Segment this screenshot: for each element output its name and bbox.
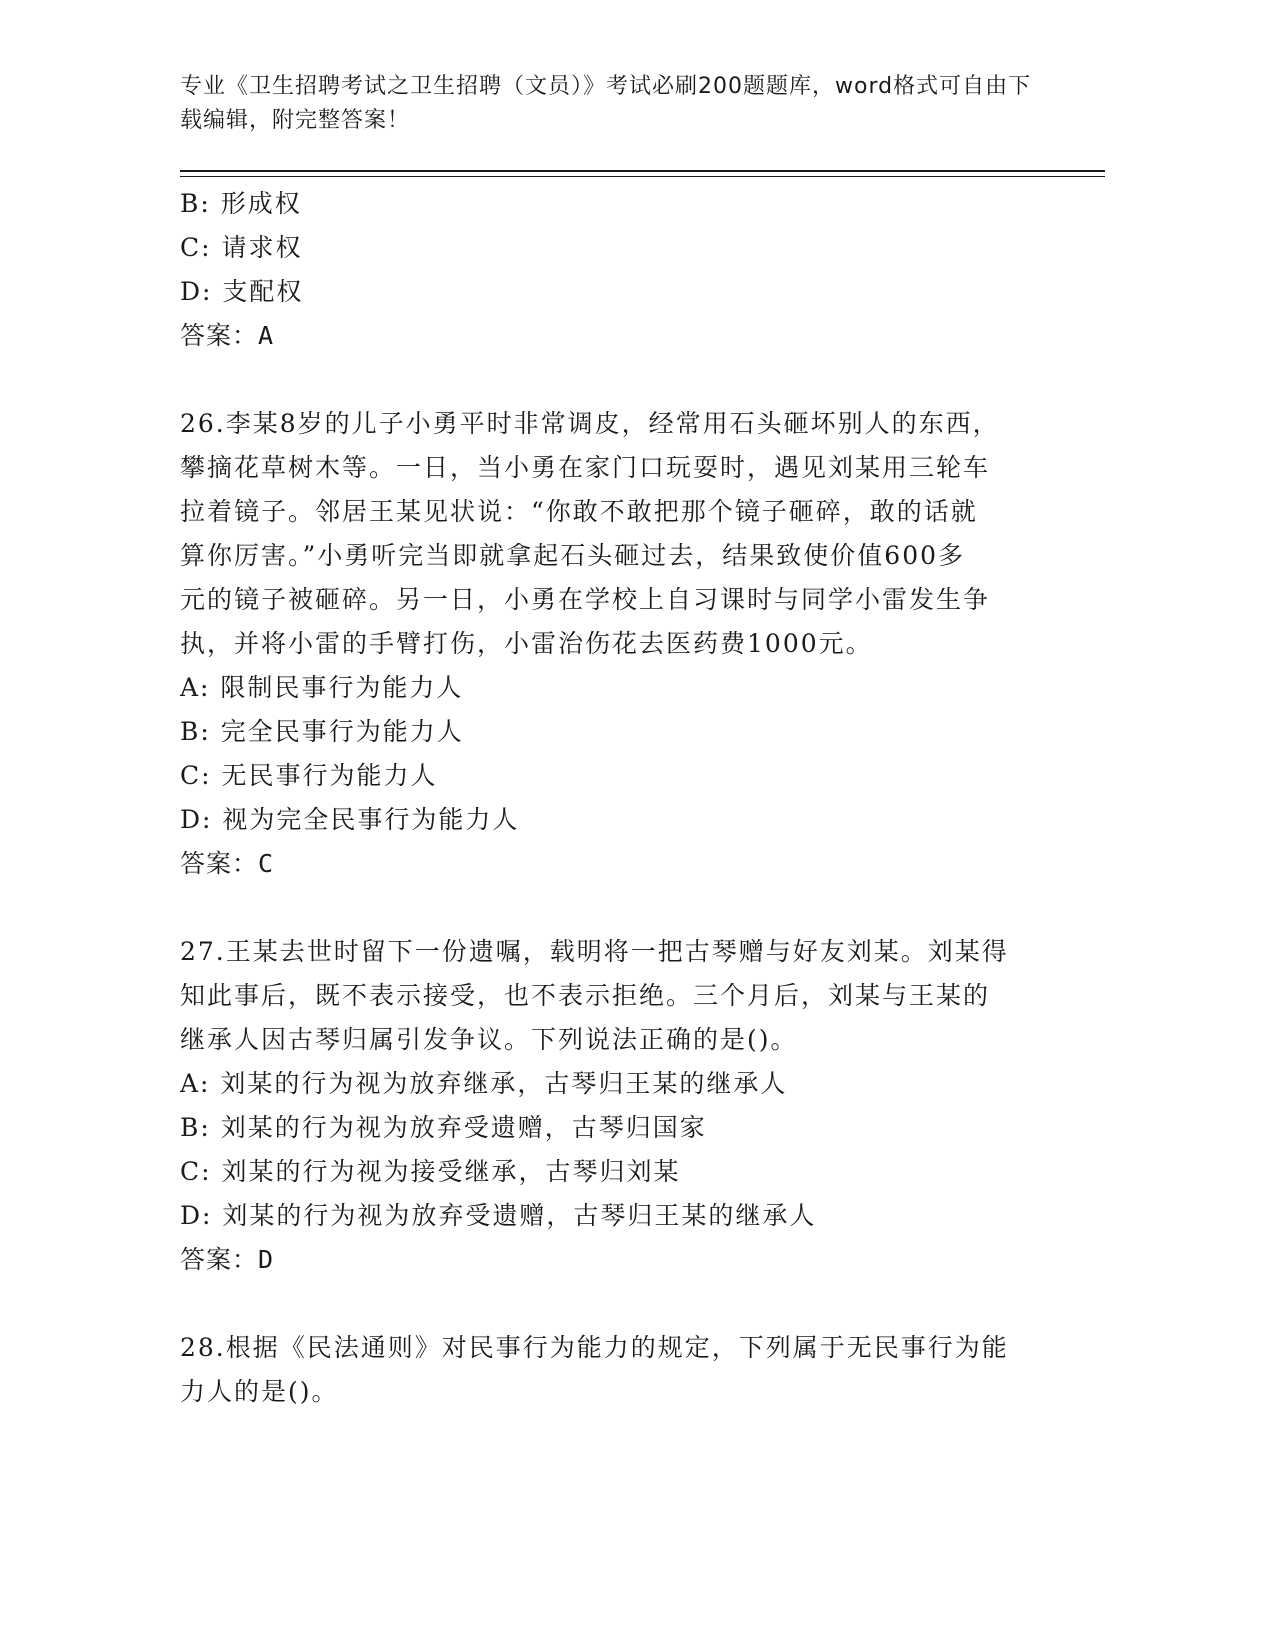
answer-line: [180, 842, 1040, 886]
answer-value: A: [258, 321, 275, 350]
question-text-line: 28.根据《民法通则》对民事行为能力的规定，下列属于无民事行为能: [180, 1333, 1009, 1362]
option-b: B: 完全民事行为能力人: [180, 717, 464, 746]
header-divider-thick: [180, 170, 1105, 172]
question-content: [180, 182, 1040, 1414]
question-text-line: 27.王某去世时留下一份遗嘱，载明将一把古琴赠与好友刘某。刘某得: [180, 937, 1009, 966]
question-text-line: 26.李某8岁的儿子小勇平时非常调皮，经常用石头砸坏别人的东西，: [180, 409, 1000, 438]
answer-label: 答案：: [180, 849, 259, 878]
answer-line: [180, 1238, 1040, 1282]
option-b: B: 形成权: [180, 189, 302, 218]
answer-label: 答案：: [180, 321, 259, 350]
answer-label: 答案：: [180, 1245, 259, 1274]
question-28-block: [180, 1326, 1040, 1414]
option-d: D: 刘某的行为视为放弃受遗赠，古琴归王某的继承人: [180, 1201, 817, 1230]
question-26-block: [180, 402, 1040, 886]
question-text-line: 算你厉害。”小勇听完当即就拿起石头砸过去，结果致使价值600多: [180, 541, 966, 570]
question-text-line: 力人的是()。: [180, 1377, 339, 1406]
answer-value: D: [258, 1245, 275, 1274]
question-text-line: 知此事后，既不表示接受，也不表示拒绝。三个月后，刘某与王某的: [180, 981, 991, 1010]
question-text-line: 拉着镜子。邻居王某见状说：“你敢不敢把那个镜子砸碎，敢的话就: [180, 497, 978, 526]
header-title: 专业《卫生招聘考试之卫生招聘（文员）》考试必刷200题题库，word格式可自由下载编辑，附完整答案！: [180, 74, 1032, 133]
option-a: A: 刘某的行为视为放弃继承，古琴归王某的继承人: [180, 1069, 788, 1098]
option-c: C: 刘某的行为视为接受继承，古琴归刘某: [180, 1157, 681, 1186]
question-27-block: [180, 930, 1040, 1282]
header-divider-thin: [180, 176, 1105, 177]
document-header: [180, 70, 1040, 138]
option-c: C: 请求权: [180, 233, 303, 262]
option-d: D: 支配权: [180, 277, 304, 306]
option-a: A: 限制民事行为能力人: [180, 673, 464, 702]
question-text-line: 攀摘花草树木等。一日，当小勇在家门口玩耍时，遇见刘某用三轮车: [180, 453, 991, 482]
option-c: C: 无民事行为能力人: [180, 761, 438, 790]
question-text-line: 元的镜子被砸碎。另一日，小勇在学校上自习课时与同学小雷发生争: [180, 585, 991, 614]
answer-line: [180, 314, 1040, 358]
question-text-line: 执，并将小雷的手臂打伤，小雷治伤花去医药费1000元。: [180, 629, 873, 658]
question-25-block: [180, 182, 1040, 358]
question-text-line: 继承人因古琴归属引发争议。下列说法正确的是()。: [180, 1025, 798, 1054]
option-b: B: 刘某的行为视为放弃受遗赠，古琴归国家: [180, 1113, 707, 1142]
option-d: D: 视为完全民事行为能力人: [180, 805, 520, 834]
answer-value: C: [258, 849, 275, 878]
